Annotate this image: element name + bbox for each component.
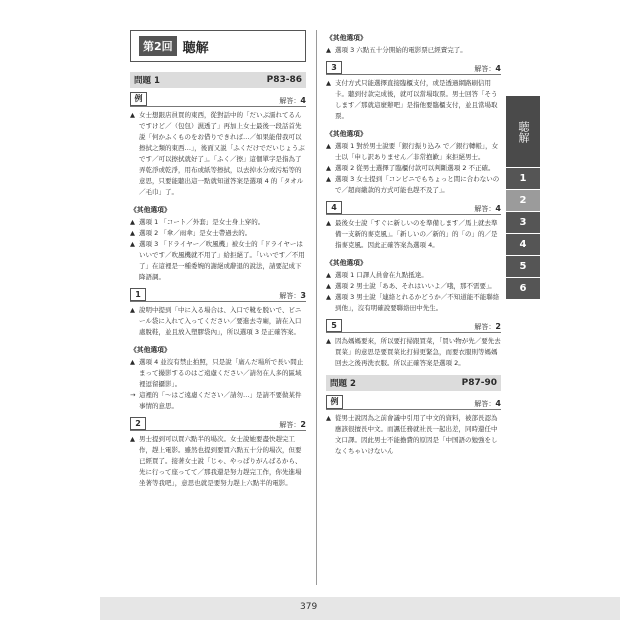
explanation-text: 從男士說因為之前會議中引用了中文的資料，被部長認為應該很擅長中文。而諷任務就社長一起出差，同時還任中文口譯。因此男士不能擔費的原因是「中国語の勉強をしなくちゃいけないん bbox=[335, 414, 498, 455]
answer-prefix: 解答： bbox=[279, 292, 301, 300]
other-option bbox=[326, 45, 501, 56]
answer-text bbox=[474, 399, 501, 409]
explanation-text: 說明中提到「中に入る場合は、入口で靴を脱いで、ビニール袋に入れて入ってください／要進去寺廟，請在入口處脫鞋，並且放入塑膠袋內」，所以選項 3 是正確答案。 bbox=[139, 306, 302, 336]
question-4-row bbox=[326, 202, 501, 215]
other-option-text: 選項 3 「ドライヤー／吹風機」被女士的「ドライヤーはいいです／吹風機就不用了」給拒絕了。「いいです／不用了」在這裡是一種委婉的謝絕或辭退的說法，請要記成下降語調。 bbox=[139, 240, 305, 281]
other-options-title: 《其他選項》 bbox=[326, 34, 367, 42]
note-text: 這裡的「～はご遠慮ください／請勿…」是請不要做某件事情的意思。 bbox=[139, 391, 302, 410]
answer-value: 3 bbox=[300, 291, 306, 300]
triangle-icon: ▲ bbox=[130, 306, 135, 314]
other-option-text: 選項 3 六點五十分開始的電影票已經賣完了。 bbox=[335, 46, 467, 54]
triangle-icon: ▲ bbox=[326, 219, 331, 227]
answer-prefix: 解答： bbox=[279, 421, 301, 429]
arrow-icon: → bbox=[130, 391, 136, 399]
question-5-row bbox=[326, 320, 501, 333]
triangle-icon: ▲ bbox=[326, 282, 331, 290]
answer-text bbox=[279, 96, 306, 106]
explanation bbox=[130, 305, 306, 338]
answer-prefix: 解答： bbox=[474, 323, 496, 331]
other-option-text: 選項 2 「傘／雨傘」是女士帶過去的。 bbox=[139, 229, 252, 237]
triangle-icon: ▲ bbox=[130, 358, 135, 366]
other-option bbox=[326, 270, 501, 281]
other-option bbox=[326, 174, 501, 196]
example-row bbox=[130, 94, 306, 107]
question-number-box: 1 bbox=[130, 288, 146, 301]
page-range: P87-90 bbox=[461, 378, 497, 388]
question-1-row bbox=[130, 289, 306, 302]
triangle-icon: ▲ bbox=[326, 142, 331, 150]
other-options-title: 《其他選項》 bbox=[130, 346, 171, 354]
answer-text bbox=[474, 204, 501, 214]
answer-value: 4 bbox=[495, 204, 501, 213]
explanation bbox=[326, 78, 501, 122]
other-option-text: 選項 2 男士說「ああ、それはいいよ／哦，那不需要」。 bbox=[335, 282, 496, 290]
explanation bbox=[326, 336, 501, 369]
example-row bbox=[326, 397, 501, 410]
page-number: 379 bbox=[300, 602, 318, 612]
section-badge: 第2回 bbox=[139, 36, 177, 56]
section-title: 聴解 bbox=[182, 40, 209, 56]
side-tab-1[interactable]: 1 bbox=[506, 168, 540, 189]
question-header-2 bbox=[326, 375, 501, 391]
answer-value: 2 bbox=[495, 322, 501, 331]
other-option-text: 選項 1 口譯人員會在九點抵達。 bbox=[335, 271, 428, 279]
triangle-icon: ▲ bbox=[326, 46, 331, 54]
side-tab-5[interactable]: 5 bbox=[506, 256, 540, 277]
triangle-icon: ▲ bbox=[326, 271, 331, 279]
explanation-text: 支付方式只能選擇直接臨櫃支付，或是透過網路刷信用卡。聽到付款完成後，就可以當場取票。男士回答「そうします／那就這麼辦吧」是指他要臨櫃支付，並且當場取票。 bbox=[335, 79, 498, 120]
other-option-text: 選項 3 女士提到「コンビニでもちょっと間に合わないので／超商繳款的方式可能也趕不及了」。 bbox=[335, 175, 500, 194]
question-number-box: 2 bbox=[130, 417, 146, 430]
other-options-title: 《其他選項》 bbox=[130, 206, 171, 214]
side-tab-6[interactable]: 6 bbox=[506, 278, 540, 299]
right-column bbox=[326, 30, 501, 457]
triangle-icon: ▲ bbox=[326, 293, 331, 301]
answer-value: 4 bbox=[495, 399, 501, 408]
answer-prefix: 解答： bbox=[279, 97, 301, 105]
other-option bbox=[326, 163, 501, 174]
other-option bbox=[130, 239, 306, 283]
explanation-text: 女士想跟店員買的東西，從對話中的「だいぶ濡れてるんですけど／（包包）濕透了」再加上女士最後一段話首先説「何かふくものをお借りできれば…／如果能借我可以擦拭之類的東西…」，後面又説「ふくだけでだいじょうぶです／可以擦拭就好了」。「ふく／擦」這個單字是指為了弄乾淨或乾淨，用布或紙等擦拭，以去掉水分或污垢等的意思，只要能聽出這一點就知道答案是選項 4 的「タオル／毛巾」了。 bbox=[139, 111, 305, 196]
column-divider bbox=[316, 30, 317, 585]
side-tab-2[interactable]: 2 bbox=[506, 190, 540, 211]
explanation bbox=[130, 110, 306, 198]
answer-value: 4 bbox=[300, 96, 306, 105]
answer-prefix: 解答： bbox=[474, 205, 496, 213]
answer-prefix: 解答： bbox=[474, 65, 496, 73]
left-column bbox=[130, 30, 306, 489]
triangle-icon: ▲ bbox=[130, 435, 135, 443]
answer-text bbox=[279, 291, 306, 301]
other-option bbox=[326, 292, 501, 314]
question-number-box: 3 bbox=[326, 61, 342, 74]
explanation-text: 男士提到可以買六點半的場次。女士說她要盡快趕完工作，趕上電影。雖然也提到要買六點五十分的場次，但要已經買了。接著女士說「じゃ、やっぱりがんばるから、先に行って座ってて／那我還是努力趕完工作，你先進場坐著等我吧」，意思也就是要努力趕上六點半的電影。 bbox=[139, 435, 302, 487]
note bbox=[130, 390, 306, 412]
triangle-icon: ▲ bbox=[326, 175, 331, 183]
other-option-text: 選項 1 對於男士說要「銀行振り込み で／銀行轉帳」，女士以「申し訳ありません／非常抱歉」來拒絕男士。 bbox=[335, 142, 499, 161]
other-options-title: 《其他選項》 bbox=[326, 259, 367, 267]
explanation bbox=[326, 218, 501, 251]
other-option-text: 選項 1 「コート／外套」是女士身上穿的。 bbox=[139, 218, 265, 226]
other-option-text: 選項 4 並沒有禁止拍照，只是說「廣んだ場所で長い間止まって撮影するのはご遠慮ください／請勿在人多的區域裡逗留攝影」。 bbox=[139, 358, 304, 388]
explanation bbox=[326, 413, 501, 457]
question-2-row bbox=[130, 418, 306, 431]
triangle-icon: ▲ bbox=[326, 414, 331, 422]
triangle-icon: ▲ bbox=[130, 240, 135, 248]
explanation bbox=[130, 434, 306, 489]
footer-bar bbox=[100, 597, 620, 620]
triangle-icon: ▲ bbox=[326, 164, 331, 172]
other-option-text: 選項 2 從男士選擇了臨櫃付款可以判斷選項 2 不正確。 bbox=[335, 164, 495, 172]
question-header-1 bbox=[130, 72, 306, 88]
example-box: 例 bbox=[130, 92, 147, 106]
triangle-icon: ▲ bbox=[130, 229, 135, 237]
side-tab-4[interactable]: 4 bbox=[506, 234, 540, 255]
question-label: 問題 1 bbox=[134, 76, 160, 86]
answer-value: 2 bbox=[300, 420, 306, 429]
answer-value: 4 bbox=[495, 64, 501, 73]
answer-text bbox=[279, 420, 306, 430]
question-number-box: 5 bbox=[326, 319, 342, 332]
section-title-box bbox=[130, 30, 306, 62]
other-option bbox=[326, 141, 501, 163]
question-label: 問題 2 bbox=[330, 379, 356, 389]
other-option bbox=[130, 228, 306, 239]
explanation-text: 最後女士說「すぐに新しいのを準備します／馬上就去準備一支新的麥克風」。「新しいの／新的」的「の」的／是指麥克風。因此正確答案為選項 4。 bbox=[335, 219, 498, 249]
other-option bbox=[130, 217, 306, 228]
side-tab-3[interactable]: 3 bbox=[506, 212, 540, 233]
other-option bbox=[326, 281, 501, 292]
question-3-row bbox=[326, 62, 501, 75]
other-options-title: 《其他選項》 bbox=[326, 130, 367, 138]
explanation-text: 因為媽媽要來，所以要打掃跟買菜，「買い物が先／要先去買菜」的意思是要買菜比打掃更緊急，而要衣服則等媽媽回去之後再洗衣服。所以正確答案是選項 2。 bbox=[335, 337, 501, 367]
triangle-icon: ▲ bbox=[326, 79, 331, 87]
answer-text bbox=[474, 64, 501, 74]
side-tab-heading: 聴解 bbox=[506, 96, 540, 167]
triangle-icon: ▲ bbox=[326, 337, 331, 345]
answer-prefix: 解答： bbox=[474, 400, 496, 408]
example-box: 例 bbox=[326, 395, 343, 409]
triangle-icon: ▲ bbox=[130, 111, 135, 119]
answer-text bbox=[474, 322, 501, 332]
page-range: P83-86 bbox=[266, 75, 302, 85]
other-option-text: 選項 3 男士說「連絡とれるかどうか／不知道能不能聯絡到他」，沒有明確說要聯絡田中先生。 bbox=[335, 293, 500, 312]
triangle-icon: ▲ bbox=[130, 218, 135, 226]
other-option bbox=[130, 357, 306, 390]
question-number-box: 4 bbox=[326, 201, 342, 214]
